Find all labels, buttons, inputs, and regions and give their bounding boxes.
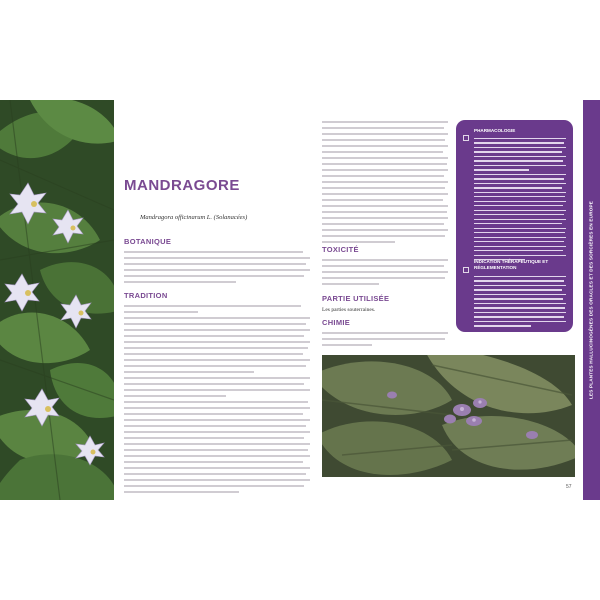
page-number: 57 [566,484,572,490]
page-title: MANDRAGORE [124,177,240,194]
chimie-text [322,332,448,350]
heading-toxicite: TOXICITÉ [322,245,359,254]
heading-partie-utilisee: PARTIE UTILISÉE [322,294,390,303]
checkbox-icon [463,128,469,134]
heading-chimie: CHIMIE [322,318,351,327]
checkbox-icon [463,260,469,266]
botanique-text [124,251,310,287]
partie-utilisee-text: Les parties souterraines. [322,307,376,313]
latin-name: Mandragora officinarum L. (Solanacées) [140,214,248,221]
mandrake-plant-photo [322,355,575,477]
pharmacologie-text [474,138,566,264]
toxicite-text [322,259,448,289]
column-two-text [322,121,448,247]
chapter-title-vertical: LES PLANTES HALLUCINOGÈNES DES ORACLES ET DES SORCIÈRES EN EUROPE [588,200,594,400]
pharmacology-panel [456,120,573,332]
tradition-text [124,305,310,497]
mandrake-flower-photo [0,100,114,500]
panel-heading-indication: INDICATION THÉRAPEUTIQUE ET RÉGLEMENTATION [474,259,549,270]
indication-text [474,276,566,330]
panel-heading-pharmacologie: PHARMACOLOGIE [474,128,516,133]
heading-tradition: TRADITION [124,291,168,300]
heading-botanique: BOTANIQUE [124,237,172,246]
book-spread [0,100,600,500]
